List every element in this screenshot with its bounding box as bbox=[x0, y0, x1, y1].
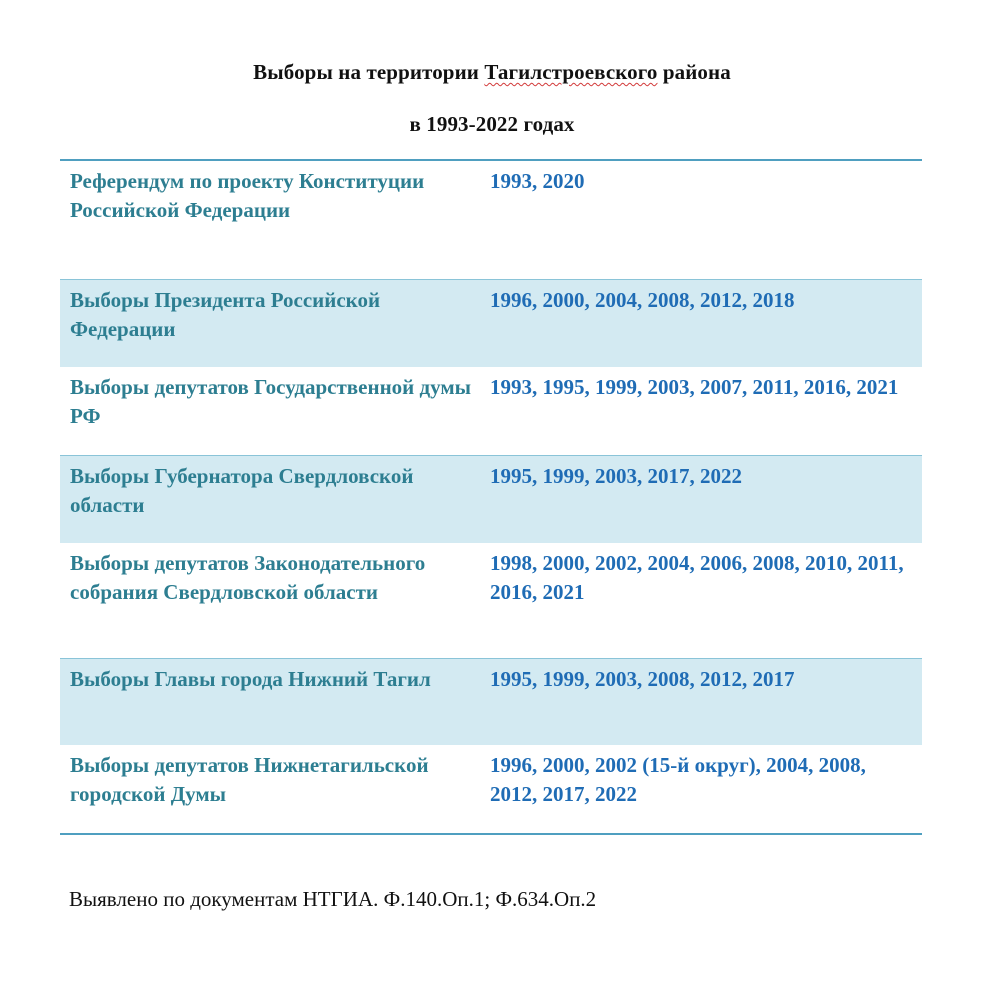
election-years: 1995, 1999, 2003, 2008, 2012, 2017 bbox=[490, 667, 795, 691]
page-subtitle: в 1993-2022 годах bbox=[409, 112, 575, 136]
table-row bbox=[60, 161, 922, 279]
table-row bbox=[60, 543, 922, 658]
election-years: 1993, 1995, 1999, 2003, 2007, 2011, 2016, 2021 bbox=[490, 375, 899, 399]
title-district-name: Тагилстроевского bbox=[484, 60, 658, 84]
table-row bbox=[60, 745, 922, 833]
elections-table bbox=[60, 159, 922, 835]
election-years: 1993, 2020 bbox=[490, 169, 585, 193]
table-row bbox=[60, 455, 922, 543]
table-row bbox=[60, 367, 922, 455]
election-years: 1996, 2000, 2004, 2008, 2012, 2018 bbox=[490, 288, 795, 312]
election-type-label: Выборы депутатов Государственной думы РФ bbox=[70, 375, 472, 428]
source-footnote: Выявлено по документам НТГИА. Ф.140.Оп.1; Ф.634.Оп.2 bbox=[69, 887, 597, 911]
election-years: 1998, 2000, 2002, 2004, 2006, 2008, 2010, 2011, 2016, 2021 bbox=[490, 551, 904, 604]
election-type-label: Выборы Губернатора Свердловской области bbox=[70, 464, 414, 517]
election-years: 1996, 2000, 2002 (15-й округ), 2004, 2008, 2012, 2017, 2022 bbox=[490, 753, 866, 806]
election-type-label: Выборы Президента Российской Федерации bbox=[70, 288, 381, 341]
election-type-label: Выборы Главы города Нижний Тагил bbox=[70, 667, 431, 691]
page-title bbox=[0, 60, 984, 85]
election-years: 1995, 1999, 2003, 2017, 2022 bbox=[490, 464, 742, 488]
title-prefix: Выборы на территории bbox=[253, 60, 485, 84]
table-row bbox=[60, 658, 922, 745]
election-type-label: Выборы депутатов Законодательного собрания Свердловской области bbox=[70, 551, 426, 604]
title-suffix: района bbox=[657, 60, 731, 84]
election-type-label: Референдум по проекту Конституции Российской Федерации bbox=[70, 169, 425, 222]
election-type-label: Выборы депутатов Нижнетагильской городской Думы bbox=[70, 753, 429, 806]
table-row bbox=[60, 279, 922, 367]
